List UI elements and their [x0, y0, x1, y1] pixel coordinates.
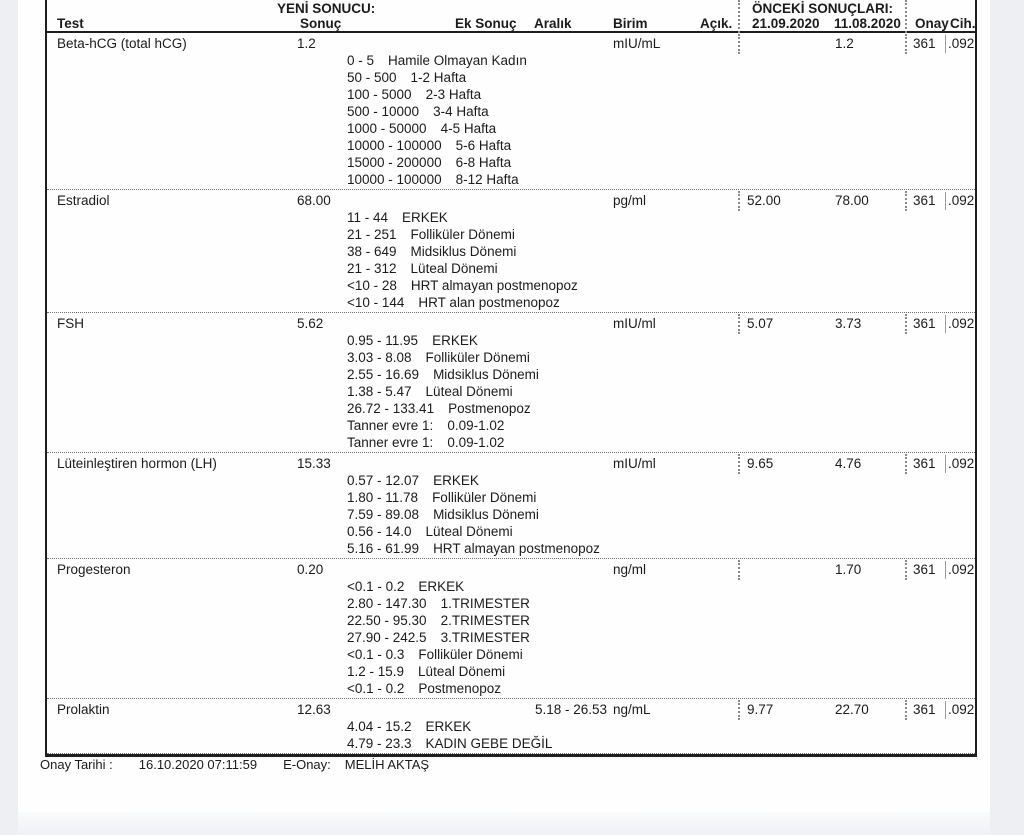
range-label: 1.TRIMESTER: [440, 596, 530, 611]
range-label: Lüteal Dönemi: [425, 524, 513, 539]
range-values: Tanner evre 1:: [347, 435, 434, 450]
previous-result-2: 3.73: [835, 316, 862, 331]
cih-code: .092: [948, 316, 975, 331]
range-values: 38 - 649: [347, 244, 397, 259]
reference-range-line: [347, 647, 975, 664]
column-header-ek-sonuc: Ek Sonuç: [455, 16, 517, 31]
reference-range-line: [347, 473, 975, 490]
column-separator: [738, 560, 740, 580]
range-label: 4-5 Hafta: [440, 121, 497, 136]
previous-result-2: 4.76: [835, 456, 862, 471]
range-values: Tanner evre 1:: [347, 418, 434, 433]
range-label: KADIN GEBE DEĞİL: [425, 736, 553, 751]
range-label: ERKEK: [432, 333, 478, 348]
reference-range-line: [347, 507, 975, 524]
unit-label: ng/mL: [613, 702, 651, 717]
range-values: <10 - 144: [347, 295, 405, 310]
reference-ranges: [47, 53, 975, 189]
range-label: Folliküler Dönemi: [418, 647, 523, 662]
range-values: <0.1 - 0.2: [347, 579, 405, 594]
reference-ranges: [47, 719, 975, 753]
result-value: 68.00: [297, 193, 331, 208]
reference-range-line: [347, 613, 975, 630]
range-values: 3.03 - 8.08: [347, 350, 412, 365]
document-paper: [18, 0, 990, 812]
onay-code: 361: [913, 36, 936, 51]
reference-ranges: [47, 333, 975, 452]
cih-code: .092: [948, 193, 975, 208]
range-label: 0.09-1.02: [447, 418, 505, 433]
approval-datetime: 16.10.2020 07:11:59: [138, 757, 258, 772]
approval-date-label: Onay Tarihi :: [40, 757, 113, 772]
reference-range-line: [347, 138, 975, 155]
reference-range-line: [347, 70, 975, 87]
range-values: 10000 - 100000: [347, 172, 442, 187]
test-name: Estradiol: [57, 193, 110, 208]
column-separator: [905, 314, 907, 334]
range-label: Postmenopoz: [418, 681, 501, 696]
column-separator: [905, 0, 907, 33]
range-label: Folliküler Dönemi: [425, 350, 530, 365]
range-label: 3-4 Hafta: [433, 104, 489, 119]
range-values: 7.59 - 89.08: [347, 507, 420, 522]
previous-results-group-label: ÖNCEKİ SONUÇLARI:: [752, 1, 893, 16]
approval-footer: [40, 757, 443, 772]
reference-range-line: [347, 736, 975, 753]
page-bottom-band: [18, 812, 990, 835]
reference-range-line: [347, 261, 975, 278]
range-label: HRT almayan postmenopoz: [433, 541, 600, 556]
previous-result-2: 1.2: [835, 36, 854, 51]
result-value: 12.63: [297, 702, 331, 717]
test-row: [47, 313, 975, 453]
reference-range-line: [347, 210, 975, 227]
test-row: [47, 453, 975, 559]
previous-result-1: 9.65: [747, 456, 774, 471]
range-values: 5.16 - 61.99: [347, 541, 420, 556]
previous-result-2: 78.00: [835, 193, 869, 208]
column-separator: [905, 454, 907, 474]
column-separator: [945, 455, 946, 473]
column-header-sonuc: Sonuç: [300, 16, 342, 31]
test-row: [47, 190, 975, 313]
column-header-test: Test: [57, 16, 84, 31]
reference-range-line: [347, 541, 975, 558]
range-label: ERKEK: [425, 719, 472, 734]
test-name: Lüteinleştiren hormon (LH): [57, 456, 217, 471]
test-result-line: [47, 562, 975, 579]
range-values: 100 - 5000: [347, 87, 412, 102]
range-values: 22.50 - 95.30: [347, 613, 427, 628]
range-label: Lüteal Dönemi: [410, 261, 498, 276]
range-values: 2.55 - 16.69: [347, 367, 420, 382]
range-values: 11 - 44: [347, 210, 389, 225]
range-label: 5-6 Hafta: [455, 138, 512, 153]
test-name: Progesteron: [57, 562, 131, 577]
range-values: 0 - 5: [347, 53, 375, 68]
reference-interval-value: 5.18 - 26.53: [534, 702, 607, 717]
range-label: 2-3 Hafta: [425, 87, 482, 102]
range-values: 10000 - 100000: [347, 138, 442, 153]
column-separator: [905, 191, 907, 211]
previous-result-2: 22.70: [835, 702, 869, 717]
range-values: 1.2 - 15.9: [347, 664, 405, 679]
range-values: 1.38 - 5.47: [347, 384, 412, 399]
column-separator: [738, 454, 740, 474]
table-header: [47, 0, 975, 33]
range-values: 4.79 - 23.3: [347, 736, 412, 751]
range-values: 4.04 - 15.2: [347, 719, 412, 734]
column-separator: [905, 700, 907, 720]
range-label: Midsiklus Dönemi: [433, 507, 539, 522]
reference-ranges: [47, 210, 975, 312]
column-separator: [945, 561, 946, 579]
test-row: [47, 699, 975, 754]
reference-range-line: [347, 244, 975, 261]
reference-range-line: [347, 278, 975, 295]
previous-result-1: 5.07: [747, 316, 774, 331]
range-label: Folliküler Dönemi: [432, 490, 537, 505]
range-values: 1.80 - 11.78: [347, 490, 419, 505]
range-label: 8-12 Hafta: [455, 172, 519, 187]
column-header-cih: Cih.: [950, 16, 976, 31]
result-value: 1.2: [297, 36, 316, 51]
reference-range-line: [347, 681, 975, 698]
range-label: 0.09-1.02: [447, 435, 505, 450]
range-values: <0.1 - 0.3: [347, 647, 405, 662]
column-header-acik: Açık.: [700, 16, 733, 31]
range-values: 500 - 10000: [347, 104, 420, 119]
range-label: HRT alan postmenopoz: [418, 295, 560, 310]
table-rows: [47, 33, 975, 754]
lab-results-table: [45, 0, 977, 757]
column-header-onay: Onay: [915, 16, 949, 31]
reference-range-line: [347, 401, 975, 418]
cih-code: .092: [948, 562, 975, 577]
range-values: 21 - 251: [347, 227, 397, 242]
unit-label: mIU/mL: [613, 36, 661, 51]
e-onay-signature-name: MELİH AKTAŞ: [344, 757, 430, 772]
onay-code: 361: [913, 316, 936, 331]
previous-result-1: 52.00: [747, 193, 781, 208]
test-name: Beta-hCG (total hCG): [57, 36, 187, 51]
test-result-line: [47, 36, 975, 53]
range-values: 0.95 - 11.95: [347, 333, 419, 348]
reference-ranges: [47, 579, 975, 698]
range-values: 26.72 - 133.41: [347, 401, 435, 416]
reference-range-line: [347, 350, 975, 367]
column-separator: [905, 34, 907, 54]
column-separator: [738, 700, 740, 720]
column-header-aralik: Aralık: [534, 16, 572, 31]
column-separator: [945, 315, 946, 333]
reference-range-line: [347, 664, 975, 681]
reference-range-line: [347, 53, 975, 70]
test-result-line: [47, 456, 975, 473]
test-name: Prolaktin: [57, 702, 110, 717]
reference-range-line: [347, 596, 975, 613]
reference-range-line: [347, 384, 975, 401]
range-values: <0.1 - 0.2: [347, 681, 405, 696]
reference-range-line: [347, 524, 975, 541]
test-row: [47, 559, 975, 699]
column-separator: [905, 560, 907, 580]
unit-label: ng/ml: [613, 562, 647, 577]
range-label: ERKEK: [433, 473, 479, 488]
cih-code: .092: [948, 456, 975, 471]
unit-label: pg/ml: [613, 193, 647, 208]
unit-label: mIU/ml: [613, 316, 656, 331]
range-values: 2.80 - 147.30: [347, 596, 427, 611]
reference-range-line: [347, 295, 975, 312]
range-label: Hamile Olmayan Kadın: [388, 53, 527, 68]
column-header-prev-date-1: 21.09.2020: [752, 16, 820, 31]
column-separator: [738, 191, 740, 211]
previous-result-2: 1.70: [835, 562, 862, 577]
column-header-birim: Birim: [613, 16, 648, 31]
test-name: FSH: [57, 316, 84, 331]
column-separator: [945, 701, 946, 719]
range-values: 15000 - 200000: [347, 155, 442, 170]
reference-range-line: [347, 367, 975, 384]
range-values: 50 - 500: [347, 70, 397, 85]
e-onay-label: E-Onay:: [283, 757, 331, 772]
column-separator: [738, 0, 740, 33]
result-value: 0.20: [297, 562, 324, 577]
reference-range-line: [347, 87, 975, 104]
new-result-group-label: YENİ SONUCU:: [277, 1, 376, 16]
range-label: HRT almayan postmenopoz: [410, 278, 578, 293]
result-value: 15.33: [297, 456, 331, 471]
onay-code: 361: [913, 456, 936, 471]
column-header-prev-date-2: 11.08.2020: [834, 16, 901, 31]
onay-code: 361: [913, 562, 936, 577]
range-label: ERKEK: [418, 579, 465, 594]
column-separator: [945, 35, 946, 53]
range-label: Lüteal Dönemi: [418, 664, 506, 679]
reference-range-line: [347, 104, 975, 121]
reference-range-line: [347, 418, 975, 435]
range-label: Postmenopoz: [448, 401, 531, 416]
range-values: 0.56 - 14.0: [347, 524, 412, 539]
reference-range-line: [347, 630, 975, 647]
range-label: 6-8 Hafta: [455, 155, 512, 170]
range-label: 2.TRIMESTER: [440, 613, 530, 628]
test-result-line: [47, 316, 975, 333]
range-label: Folliküler Dönemi: [410, 227, 515, 242]
reference-range-line: [347, 579, 975, 596]
unit-label: mIU/ml: [613, 456, 656, 471]
reference-range-line: [347, 227, 975, 244]
range-label: Midsiklus Dönemi: [410, 244, 517, 259]
reference-range-line: [347, 333, 975, 350]
reference-range-line: [347, 719, 975, 736]
range-label: 1-2 Hafta: [410, 70, 467, 85]
column-separator: [945, 192, 946, 210]
reference-range-line: [347, 435, 975, 452]
column-separator: [738, 314, 740, 334]
test-row: [47, 33, 975, 190]
range-values: 1000 - 50000: [347, 121, 427, 136]
test-result-line: [47, 702, 975, 719]
range-label: Lüteal Dönemi: [425, 384, 513, 399]
range-values: <10 - 28: [347, 278, 397, 293]
onay-code: 361: [913, 702, 936, 717]
result-value: 5.62: [297, 316, 324, 331]
reference-ranges: [47, 473, 975, 558]
reference-range-line: [347, 121, 975, 138]
range-values: 27.90 - 242.5: [347, 630, 427, 645]
reference-range-line: [347, 155, 975, 172]
previous-result-1: 9.77: [747, 702, 774, 717]
column-separator: [738, 34, 740, 54]
cih-code: .092: [948, 702, 975, 717]
test-result-line: [47, 193, 975, 210]
range-values: 0.57 - 12.07: [347, 473, 420, 488]
onay-code: 361: [913, 193, 936, 208]
range-values: 21 - 312: [347, 261, 397, 276]
cih-code: .092: [948, 36, 975, 51]
range-label: ERKEK: [402, 210, 448, 225]
range-label: Midsiklus Dönemi: [433, 367, 539, 382]
range-label: 3.TRIMESTER: [440, 630, 530, 645]
reference-range-line: [347, 172, 975, 189]
reference-range-line: [347, 490, 975, 507]
